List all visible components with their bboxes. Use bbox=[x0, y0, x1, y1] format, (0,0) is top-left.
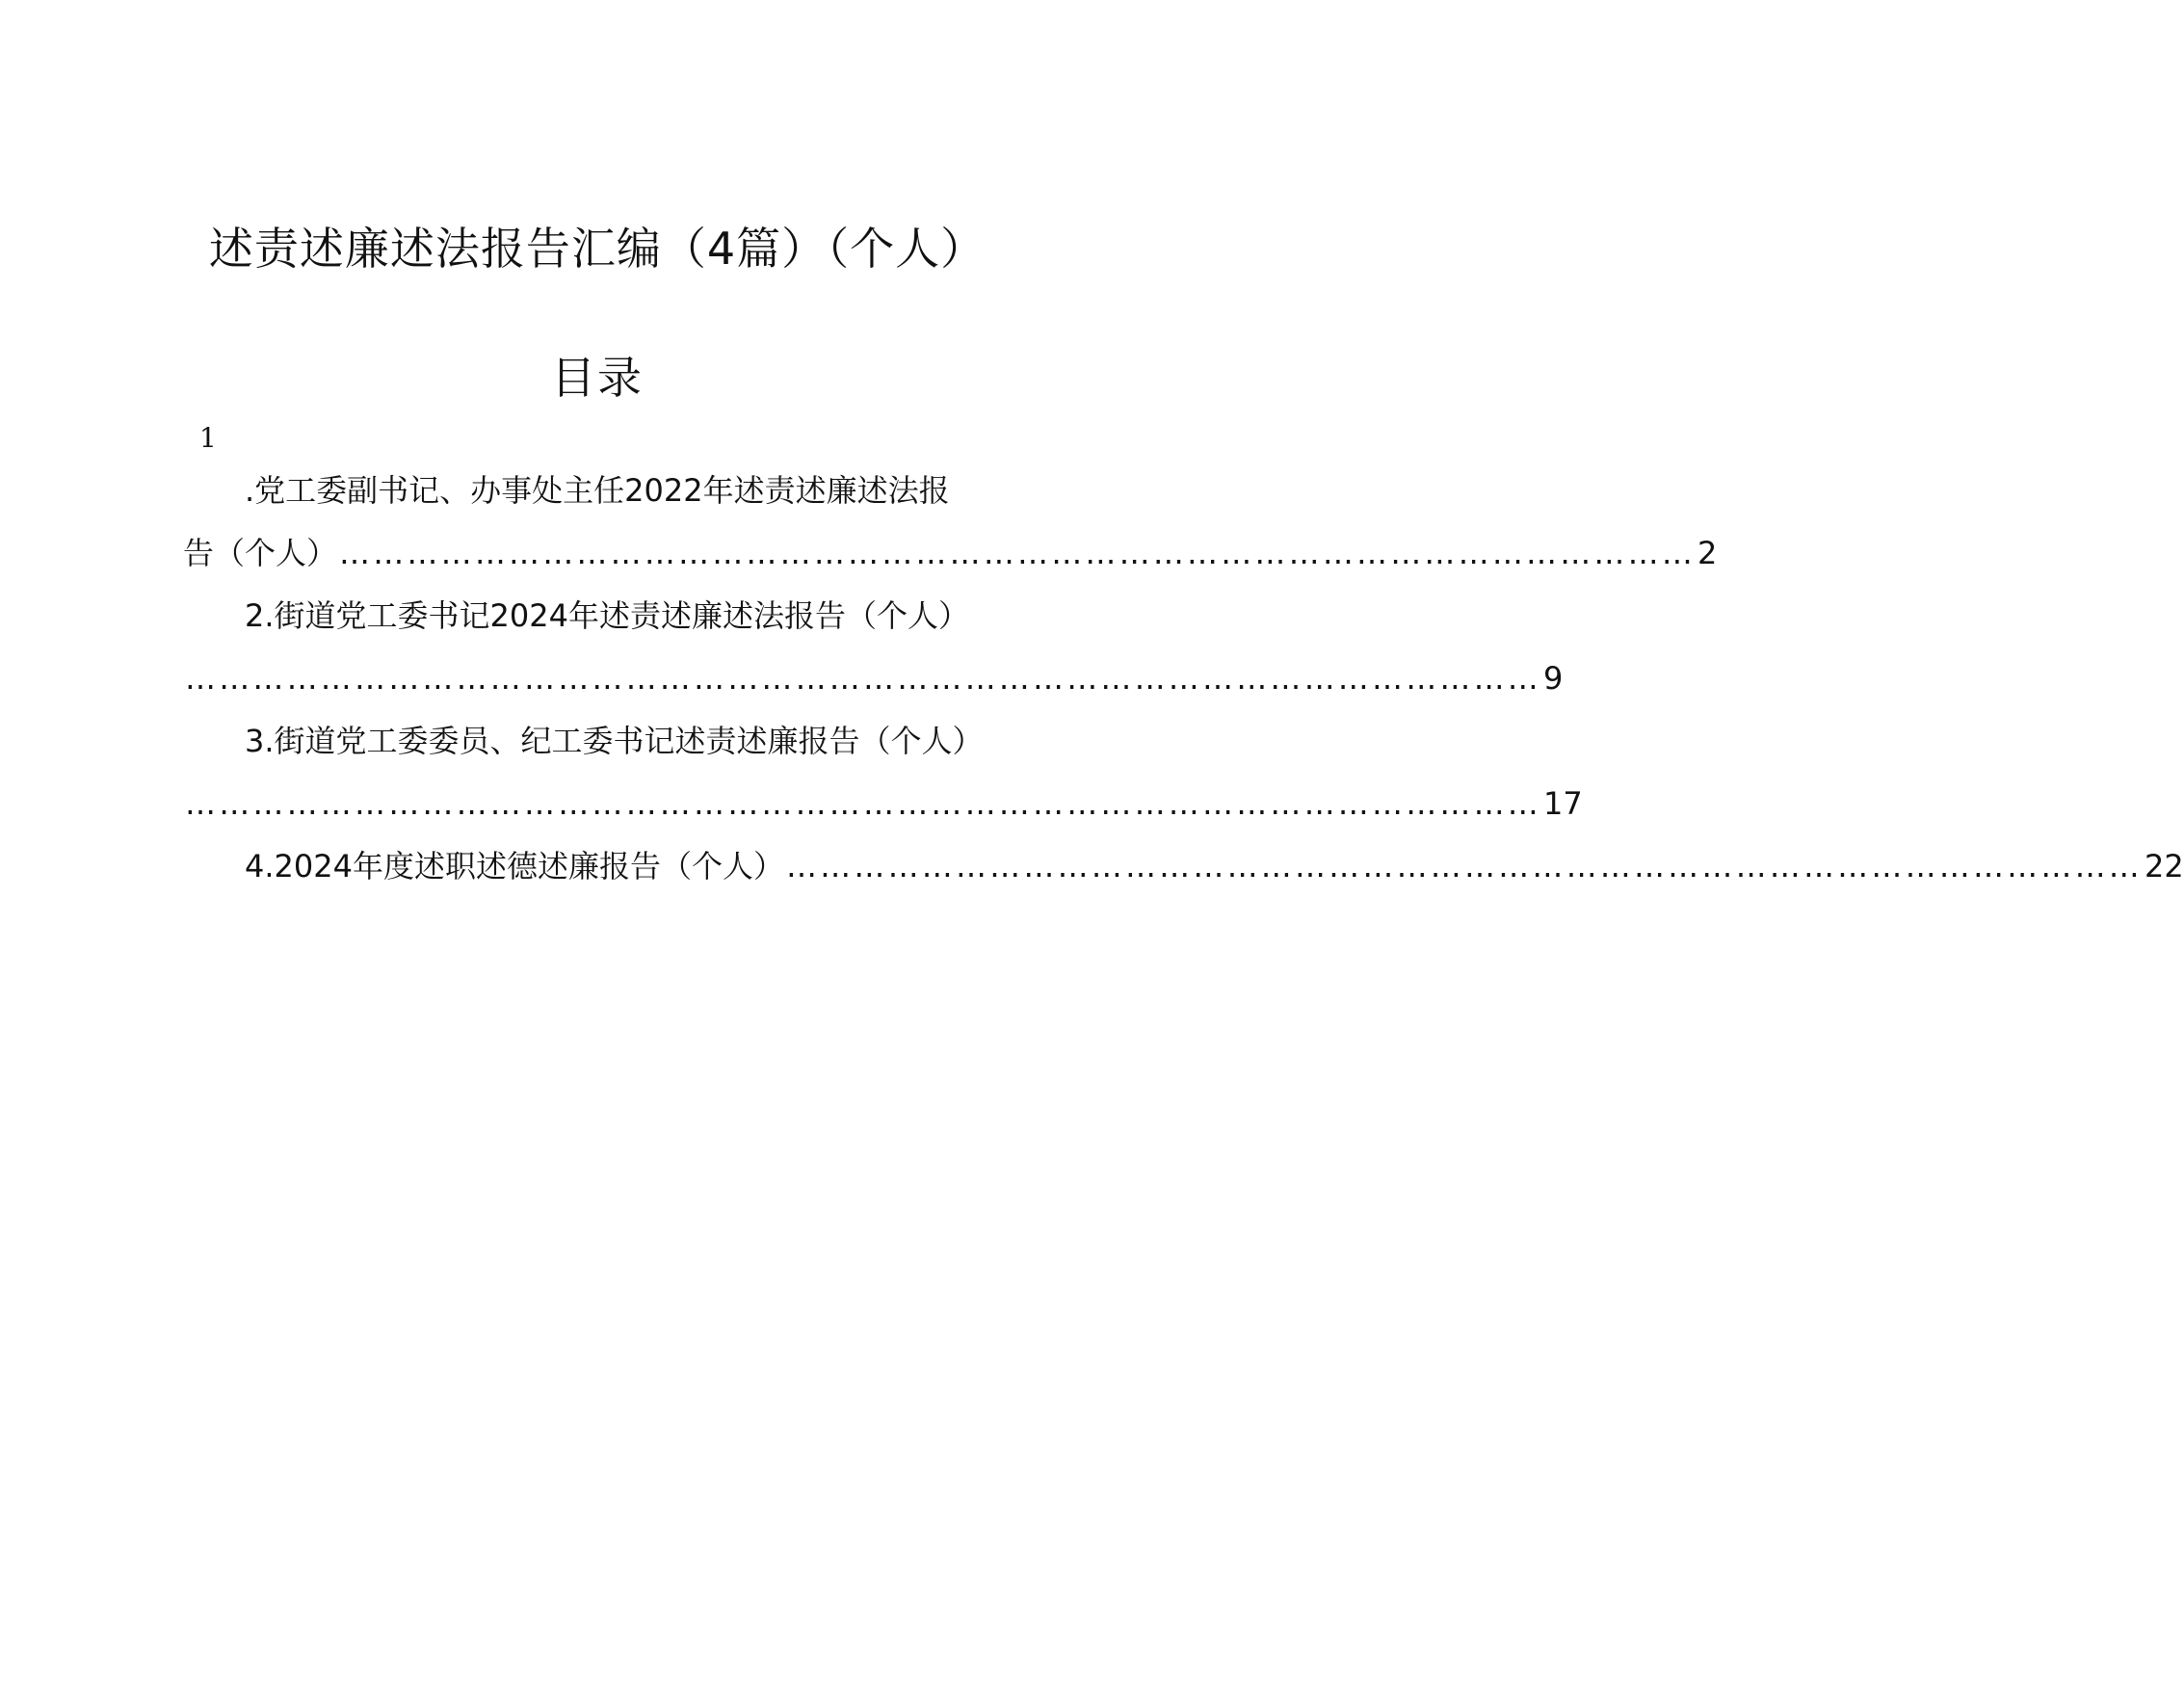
dot-leader: ………………………………………………………………………………………………………… bbox=[185, 660, 1541, 697]
dot-leader: ………………………………………………………………………………………………………… bbox=[185, 785, 1541, 822]
toc-entry-2-line-1[interactable]: 2.街道党工委书记2024年述责述廉述法报告（个人） bbox=[245, 597, 969, 634]
toc-heading: 目录 bbox=[551, 352, 644, 404]
toc-entry-3-line-2[interactable] bbox=[183, 779, 1583, 828]
toc-entry-1-line-1[interactable]: .党工委副书记、办事处主任2022年述责述廉述法报 bbox=[245, 472, 950, 509]
dot-leader: ………………………………………………………………………………………………………… bbox=[785, 848, 2143, 885]
stray-number-mark: 1 bbox=[199, 422, 217, 454]
toc-entry-4-page-number: 22 bbox=[2144, 848, 2184, 885]
dot-leader: ………………………………………………………………………………………………………… bbox=[339, 535, 1697, 571]
toc-entry-1-text: 告（个人） bbox=[183, 535, 338, 571]
document-title: 述责述廉述法报告汇编（4篇）（个人） bbox=[208, 223, 987, 275]
toc-entry-2-page-number: 9 bbox=[1543, 660, 1564, 697]
toc-entry-4[interactable] bbox=[245, 842, 2184, 890]
toc-entry-4-text: 4.2024年度述职述德述廉报告（个人） bbox=[245, 848, 784, 885]
toc-entry-1-page-number: 2 bbox=[1697, 535, 1718, 571]
toc-entry-1-line-2[interactable] bbox=[183, 529, 1718, 577]
toc-entry-3-line-1[interactable]: 3.街道党工委委员、纪工委书记述责述廉报告（个人） bbox=[245, 723, 984, 759]
toc-entry-2-line-2[interactable] bbox=[183, 654, 1564, 702]
toc-entry-3-page-number: 17 bbox=[1543, 785, 1583, 822]
